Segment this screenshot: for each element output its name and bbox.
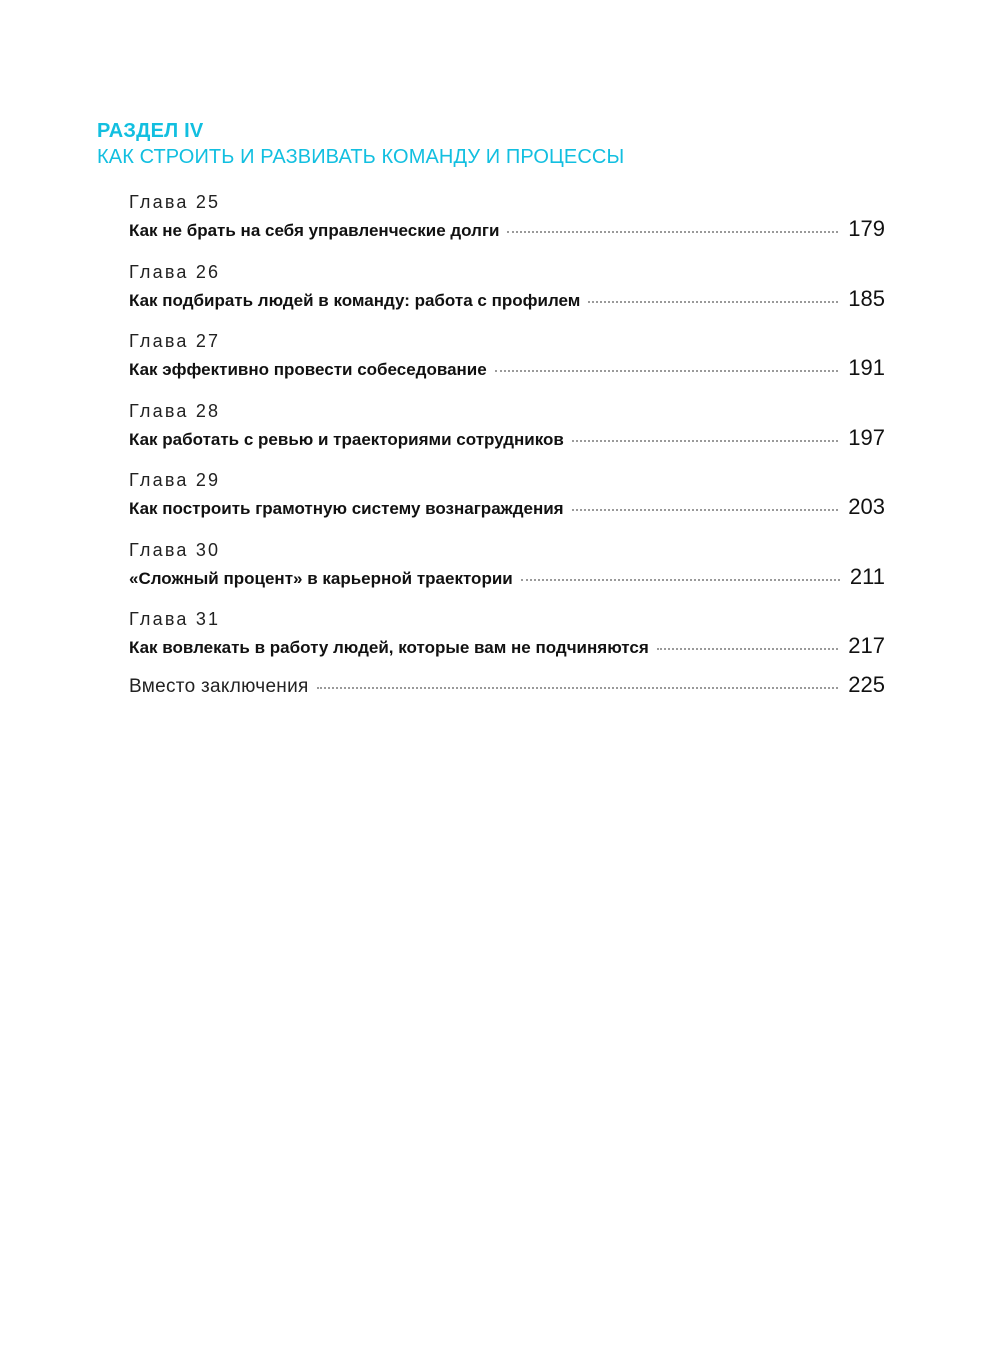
page-number: 185 (848, 285, 885, 311)
chapter-label: Глава 31 (129, 609, 221, 629)
chapter-label: Глава 29 (129, 470, 221, 490)
toc-entry-row (129, 287, 885, 317)
chapter-title: Как эффективно провести собеседование (129, 360, 487, 379)
chapter-title: Как построить грамотную систему вознаграждения (129, 499, 564, 518)
dot-leader (507, 231, 838, 233)
page-number: 217 (848, 633, 885, 658)
dot-leader (572, 509, 839, 511)
chapter-label: Глава 27 (129, 331, 221, 351)
chapter-label: Глава 28 (129, 400, 221, 421)
chapter-label: Глава 25 (129, 192, 221, 212)
toc-entry-row (129, 356, 885, 386)
toc-entry-row (129, 217, 885, 247)
closing-title: Вместо заключения (129, 675, 309, 697)
toc-entry[interactable] (129, 260, 885, 330)
chapter-title: Как работать с ревью и траекториями сотрудников (129, 429, 564, 449)
table-of-contents (129, 190, 885, 703)
dot-leader (588, 301, 838, 303)
section-label: РАЗДЕЛ IV (97, 120, 204, 142)
dot-leader (317, 687, 839, 689)
dot-leader (657, 648, 839, 650)
toc-entry[interactable] (129, 399, 885, 469)
chapter-title: Как не брать на себя управленческие долги (129, 221, 500, 240)
page-number: 203 (848, 494, 885, 519)
toc-entry-row (129, 565, 885, 595)
toc-entry-closing[interactable] (129, 673, 885, 703)
chapter-title: Как вовлекать в работу людей, которые вам не подчиняются (129, 638, 649, 657)
toc-entry[interactable] (129, 468, 885, 538)
chapter-label: Глава 30 (129, 539, 221, 560)
toc-entry[interactable] (129, 190, 885, 260)
dot-leader (495, 370, 839, 372)
page-number: 211 (849, 563, 885, 589)
toc-entry-row (129, 426, 885, 456)
page-number: 191 (848, 355, 885, 380)
page-number: 225 (848, 671, 885, 697)
toc-entry[interactable] (129, 329, 885, 399)
chapter-label: Глава 26 (129, 261, 221, 282)
toc-entry-row (129, 495, 885, 525)
dot-leader (521, 579, 840, 581)
chapter-title: Как подбирать людей в команду: работа с профилем (129, 290, 581, 310)
page-number: 179 (848, 216, 885, 241)
toc-entry[interactable] (129, 607, 885, 677)
page-number: 197 (848, 424, 885, 450)
dot-leader (572, 440, 838, 442)
chapter-title: «Сложный процент» в карьерной траектории (129, 568, 513, 588)
toc-entry-row (129, 634, 885, 664)
section-header (97, 118, 897, 170)
section-title: КАК СТРОИТЬ И РАЗВИВАТЬ КОМАНДУ И ПРОЦЕССЫ (97, 146, 625, 168)
toc-entry[interactable] (129, 538, 885, 608)
